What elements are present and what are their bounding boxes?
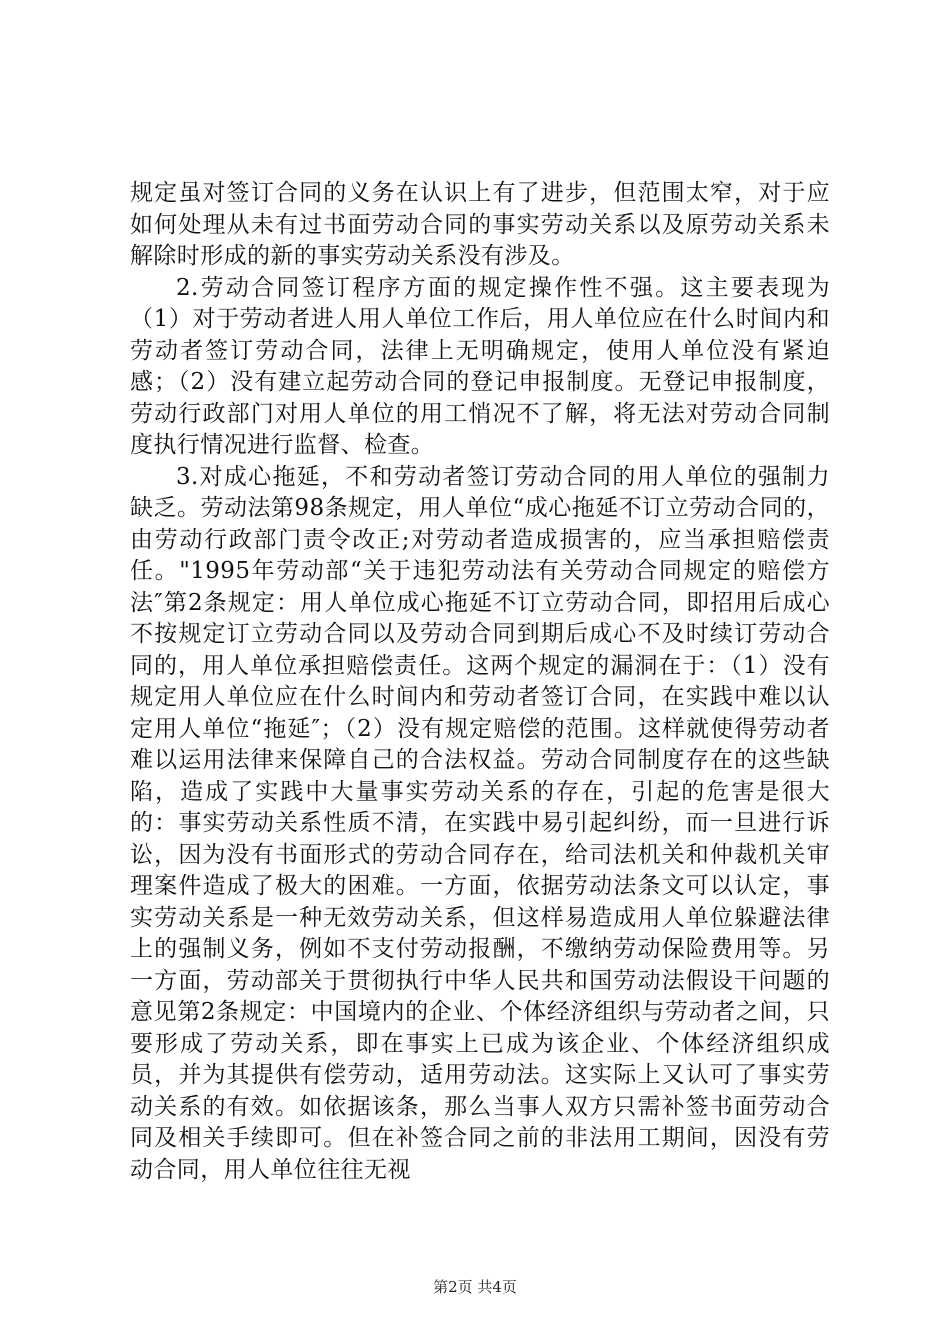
body-text [130, 178, 830, 1186]
page-footer: 第2页 共4页 [433, 1278, 517, 1296]
paragraph-continuation: 规定虽对签订合同的义务在认识上有了进步，但范围太窄，对于应如何处理从未有过书面劳动合同的事实劳动关系以及原劳动关系未解除时形成的新的事实劳动关系没有涉及。 [130, 180, 830, 269]
paragraph-3: 3.对成心拖延，不和劳动者签订劳动合同的用人单位的强制力缺乏。劳动法第98条规定，用人单位“成心拖延不订立劳动合同的，由劳动行政部门责令改正;对劳动者造成损害的，应当承担赔偿责任。"1995年劳动部“关于违犯劳动法有关劳动合同规定的赔偿方法″第2条规定：用人单位成心拖延不订立劳动合同，即招用后成心不按规定订立劳动合同以及劳动合同到期后成心不及时续订劳动合同的，用人单位承担赔偿责任。这两个规定的漏洞在于：（1）没有规定用人单位应在什么时间内和劳动者签订合同，在实践中难以认定用人单位“拖延″；（2）没有规定赔偿的范围。这样就使得劳动者难以运用法律来保障自己的合法权益。劳动合同制度存在的这些缺陷，造成了实践中大量事实劳动关系的存在，引起的危害是很大的：事实劳动关系性质不清，在实践中易引起纠纷，而一旦进行诉讼，因为没有书面形式的劳动合同存在，给司法机关和仲裁机关审理案件造成了极大的困难。一方面，依据劳动法条文可以认定，事实劳动关系是一种无效劳动关系，但这样易造成用人单位躲避法律上的强制义务，例如不支付劳动报酬，不缴纳劳动保险费用等。另一方面，劳动部关于贯彻执行中华人民共和国劳动法假设干问题的意见第2条规定：中国境内的企业、个体经济组织与劳动者之间，只要形成了劳动关系，即在事实上已成为该企业、个体经济组织成员，并为其提供有偿劳动，适用劳动法。这实际上又认可了事实劳动关系的有效。如依据该条，那么当事人双方只需补签书面劳动合同及相关手续即可。但在补签合同之前的非法用工期间，因没有劳动合同，用人单位往往无视 [130, 463, 830, 1183]
paragraph-2: 2.劳动合同签订程序方面的规定操作性不强。这主要表现为（1）对于劳动者进人用人单位工作后，用人单位应在什么时间内和劳动者签订劳动合同，法律上无明确规定，使用人单位没有紧迫感；（2）没有建立起劳动合同的登记申报制度。无登记申报制度，劳动行政部门对用人单位的用工悄况不了解，将无法对劳动合同制度执行情况进行监督、检查。 [130, 274, 830, 458]
